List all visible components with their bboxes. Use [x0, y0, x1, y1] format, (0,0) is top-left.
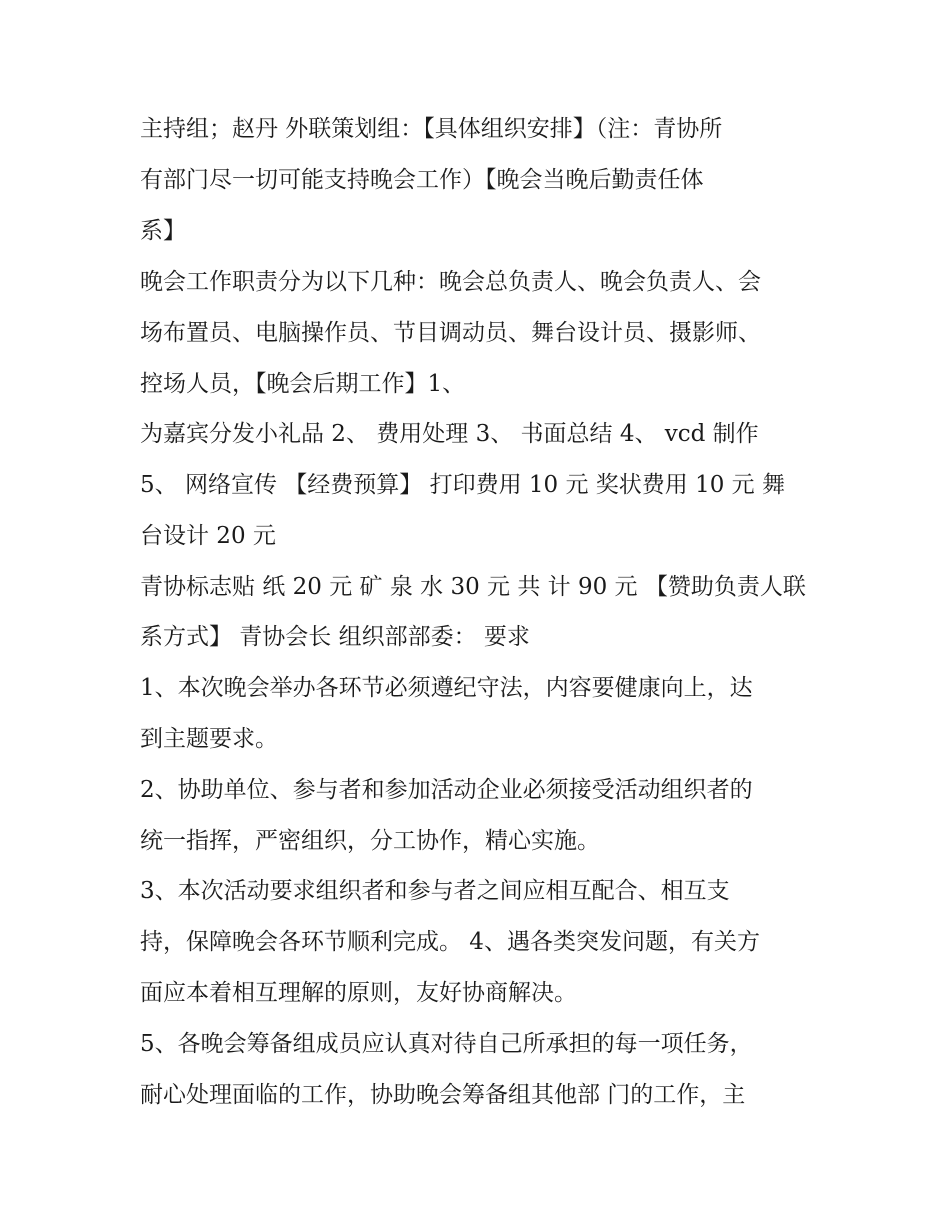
text-line: 晚会工作职责分为以下几种：晚会总负责人、晚会负责人、会: [140, 269, 761, 295]
text-line: 控场人员，【晚会后期工作】1、: [140, 371, 466, 397]
text-line: 主持组；赵丹 外联策划组：【具体组织安排】（注：青协所: [140, 116, 723, 142]
text-line: 统一指挥，严密组织，分工协作，精心实施。: [140, 828, 600, 854]
text-line: 面应本着相互理解的原则，友好协商解决。: [140, 980, 577, 1006]
text-line: 系方式】 青协会长 组织部部委： 要求: [140, 624, 530, 650]
text-line: 为嘉宾分发小礼品 2、 费用处理 3、 书面总结 4、 vcd 制作: [140, 421, 759, 447]
text-line: 3、本次活动要求组织者和参与者之间应相互配合、相互支: [140, 878, 730, 904]
text-line: 耐心处理面临的工作，协助晚会筹备组其他部 门的工作，主: [140, 1082, 746, 1108]
text-line: 到主题要求。: [140, 726, 278, 752]
text-line: 持，保障晚会各环节顺利完成。 4、遇各类突发问题，有关方: [140, 929, 760, 955]
text-line: 台设计 20 元: [140, 523, 276, 549]
text-line: 1、本次晚会举办各环节必须遵纪守法，内容要健康向上，达: [140, 675, 753, 701]
text-line: 场布置员、电脑操作员、节目调动员、舞台设计员、摄影师、: [140, 320, 761, 346]
text-line: 有部门尽一切可能支持晚会工作）【晚会当晚后勤责任体: [140, 167, 704, 193]
text-line: 2、协助单位、参与者和参加活动企业必须接受活动组织者的: [140, 777, 753, 803]
text-line: 青协标志贴 纸 20 元 矿 泉 水 30 元 共 计 90 元 【赞助负责人联: [140, 574, 806, 600]
text-line: 5、各晚会筹备组成员应认真对待自己所承担的每一项任务，: [140, 1031, 753, 1057]
text-line: 系】: [140, 218, 186, 244]
text-line: 5、 网络宣传 【经费预算】 打印费用 10 元 奖状费用 10 元 舞: [140, 472, 785, 498]
